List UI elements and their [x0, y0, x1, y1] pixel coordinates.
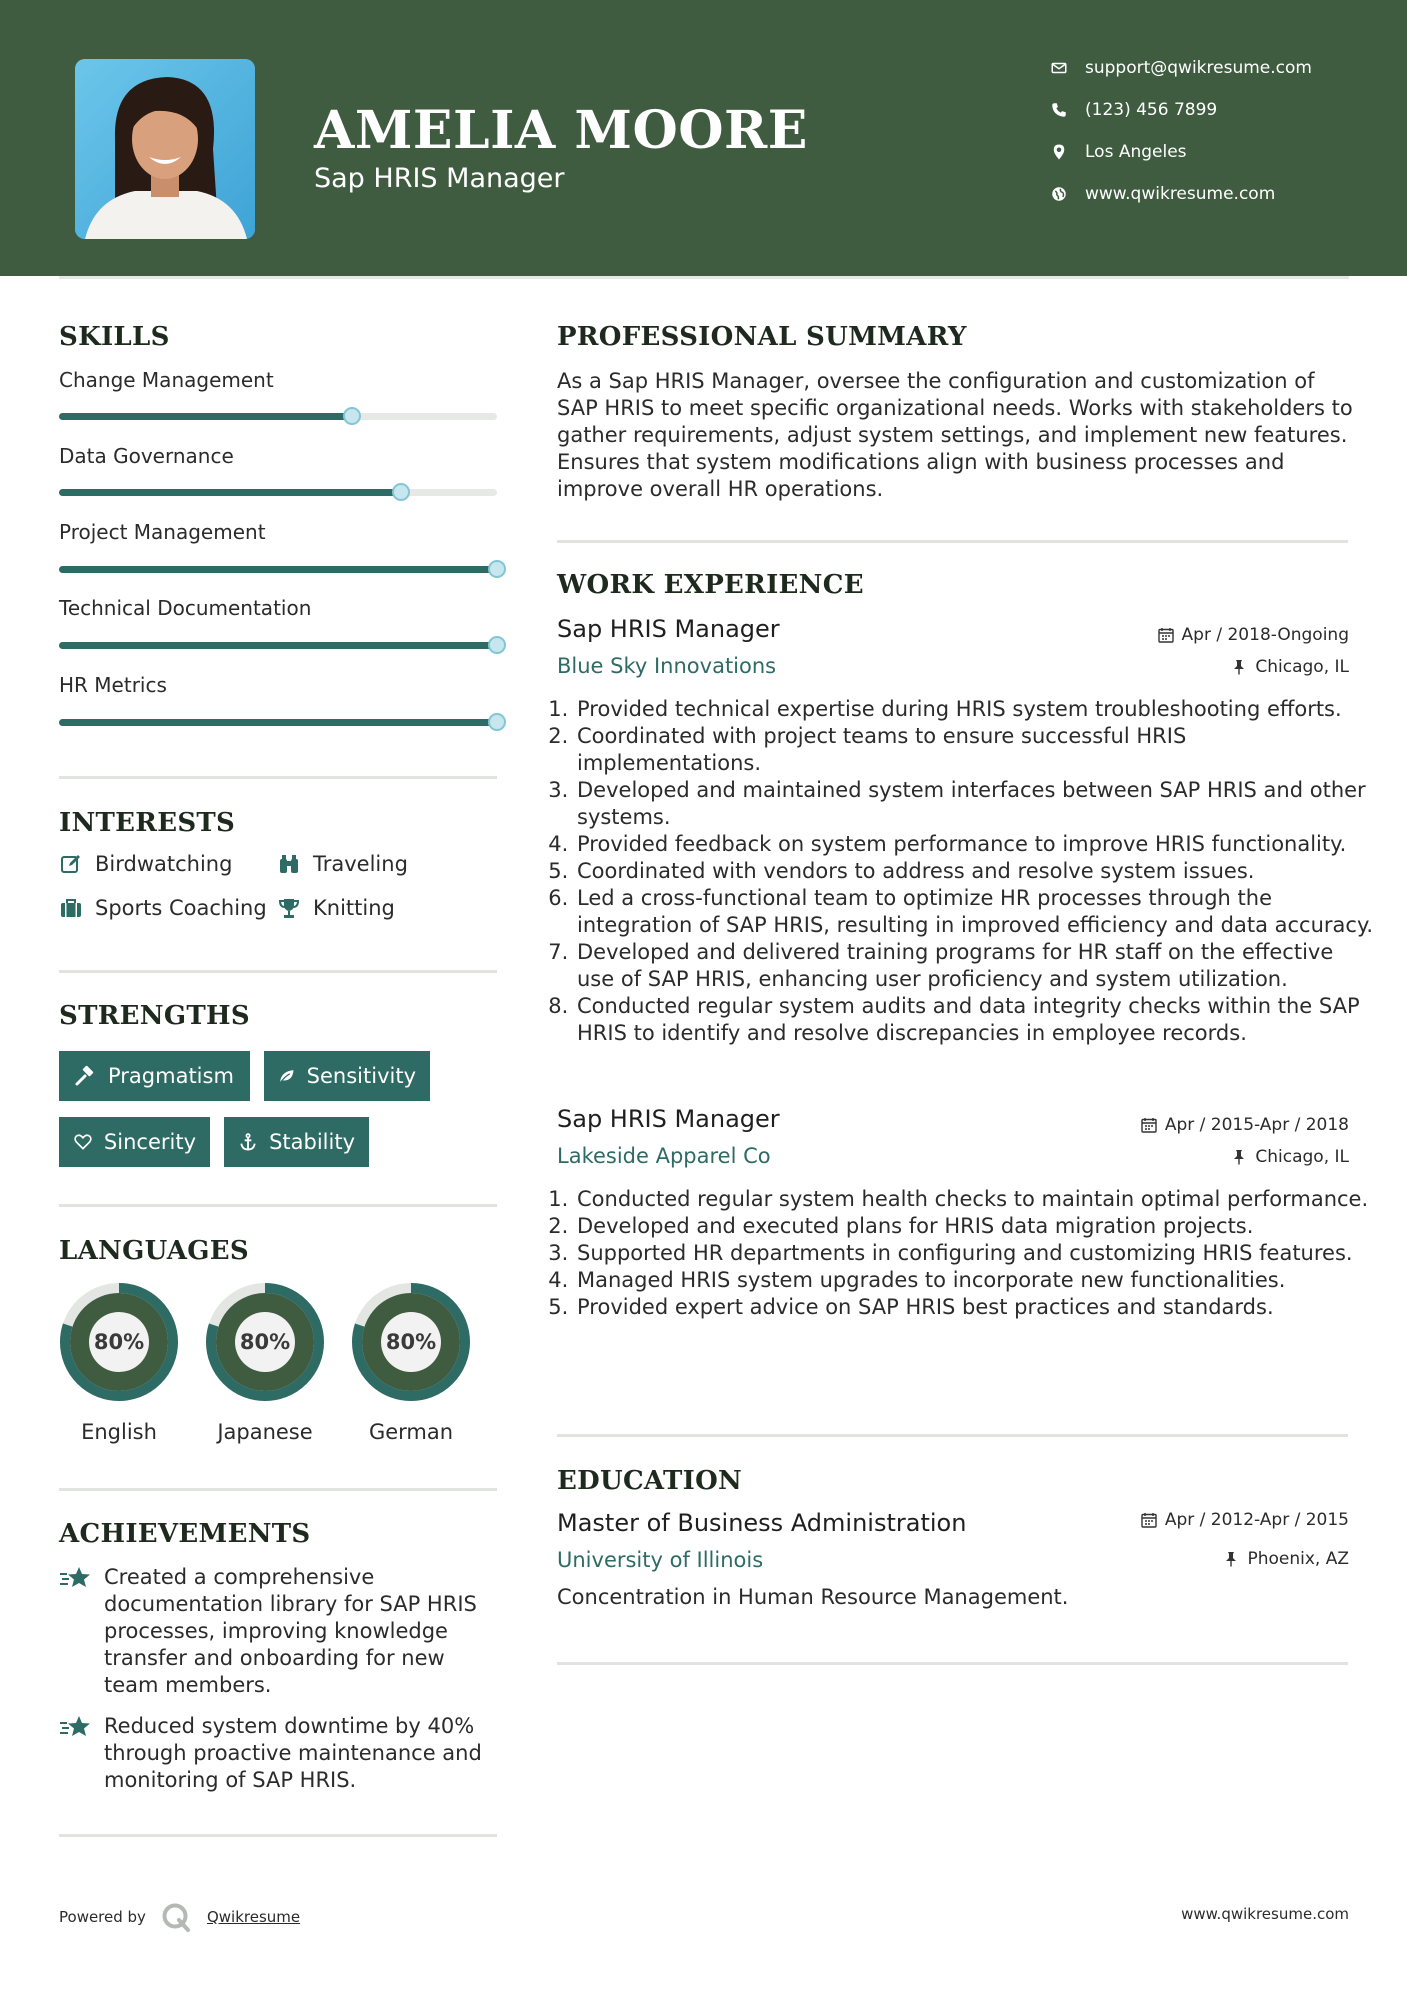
language-progress-ring [203, 1280, 327, 1404]
job-title: Sap HRIS Manager [557, 1105, 780, 1133]
interest-label: Sports Coaching [95, 896, 267, 920]
skill-bar-handle [488, 713, 506, 731]
section-divider [59, 1834, 497, 1837]
summary-heading: PROFESSIONAL SUMMARY [557, 322, 967, 352]
qwikresume-logo-icon [161, 1902, 191, 1932]
list-item: 4. Managed HRIS system upgrades to incorporate new functionalities. [575, 1267, 1375, 1294]
strength-tag [264, 1051, 430, 1101]
experience-heading: WORK EXPERIENCE [557, 570, 864, 600]
job-dates-text: Apr / 2015-Apr / 2018 [1164, 1115, 1349, 1135]
language-percent: 80% [93, 1330, 145, 1354]
achievement-item [59, 1564, 499, 1699]
job-responsibilities [557, 1186, 1375, 1321]
list-item: 4. Provided feedback on system performance to improve HRIS functionality. [575, 831, 1375, 858]
job-dates [1141, 1115, 1349, 1135]
list-item: 6. Led a cross-functional team to optimize HR processes through the integration of SAP HRIS, resulting in improved efficiency and data accuracy. [575, 885, 1375, 939]
strength-label: Sensitivity [306, 1064, 416, 1088]
list-item: 5. Provided expert advice on SAP HRIS best practices and standards. [575, 1294, 1375, 1321]
language-percent: 80% [239, 1330, 291, 1354]
shooting-star-icon [59, 1564, 93, 1592]
section-divider [557, 540, 1348, 543]
section-divider [59, 776, 497, 779]
section-divider [59, 1204, 497, 1207]
skill-bar-fill [59, 413, 352, 420]
list-item: 2. Coordinated with project teams to ensure successful HRIS implementations. [575, 723, 1375, 777]
job-responsibilities [557, 696, 1375, 1047]
skill-label: Data Governance [59, 444, 234, 468]
contact-phone-text: (123) 456 7899 [1085, 100, 1218, 120]
education-dates-text: Apr / 2012-Apr / 2015 [1164, 1510, 1349, 1530]
pushpin-icon [1231, 659, 1247, 675]
trophy-icon [277, 896, 301, 920]
skill-bar [59, 413, 497, 420]
calendar-icon [1141, 1117, 1157, 1133]
pushpin-icon [1223, 1551, 1239, 1567]
header-divider [59, 276, 1349, 279]
education-dates [1141, 1510, 1349, 1530]
skill-bar-handle [343, 407, 361, 425]
contact-email-text: support@qwikresume.com [1085, 58, 1312, 78]
leaf-icon [278, 1064, 296, 1088]
skill-label: Technical Documentation [59, 596, 312, 620]
language-progress-ring [57, 1280, 181, 1404]
education-location-text: Phoenix, AZ [1247, 1549, 1349, 1569]
language-progress-ring [349, 1280, 473, 1404]
contact-website-text: www.qwikresume.com [1085, 184, 1276, 204]
section-divider [557, 1662, 1348, 1665]
language-item [57, 1280, 181, 1444]
achievement-text: Reduced system downtime by 40% through proactive maintenance and monitoring of SAP HRIS. [104, 1714, 482, 1792]
job-dates [1158, 625, 1349, 645]
list-item: 2. Developed and executed plans for HRIS data migration projects. [575, 1213, 1375, 1240]
contact-location-text: Los Angeles [1085, 142, 1187, 162]
list-item: 7. Developed and delivered training programs for HR staff on the effective use of SAP HRIS, enhancing user proficiency and system utilization. [575, 939, 1375, 993]
strength-label: Sincerity [103, 1130, 196, 1154]
contact-email[interactable] [1050, 58, 1312, 78]
job-location [1231, 657, 1349, 677]
language-name: German [368, 1420, 454, 1444]
qwikresume-link[interactable]: Qwikresume [206, 1908, 301, 1926]
binoculars-icon [277, 852, 301, 876]
envelope-icon [1050, 59, 1068, 77]
interest-label: Birdwatching [95, 852, 233, 876]
interest-item [59, 896, 267, 920]
list-item: 1. Conducted regular system health checks to maintain optimal performance. [575, 1186, 1375, 1213]
education-detail: Concentration in Human Resource Management. [557, 1585, 1069, 1609]
strength-label: Stability [269, 1130, 355, 1154]
strength-tag [59, 1117, 210, 1167]
calendar-icon [1158, 627, 1174, 643]
skill-bar-fill [59, 642, 497, 649]
job-dates-text: Apr / 2018-Ongoing [1181, 625, 1349, 645]
interest-item [59, 852, 232, 876]
powered-by-label: Powered by [59, 1908, 146, 1926]
calendar-icon [1141, 1512, 1157, 1528]
skill-bar [59, 642, 497, 649]
list-item: 5. Coordinated with vendors to address and resolve system issues. [575, 858, 1375, 885]
anchor-icon [238, 1130, 258, 1154]
list-item: 8. Conducted regular system audits and data integrity checks within the SAP HRIS to identify and resolve discrepancies in employee records. [575, 993, 1375, 1047]
education-location [1223, 1549, 1349, 1569]
skill-bar [59, 719, 497, 726]
phone-icon [1050, 101, 1068, 119]
language-name: English [81, 1420, 157, 1444]
section-divider [59, 1488, 497, 1491]
interest-label: Traveling [313, 852, 408, 876]
job-location [1231, 1147, 1349, 1167]
briefcase-icon [59, 896, 83, 920]
gavel-icon [73, 1064, 97, 1088]
skill-bar-fill [59, 489, 401, 496]
job-title: Sap HRIS Manager [557, 615, 780, 643]
skill-bar [59, 566, 497, 573]
skill-bar-fill [59, 566, 497, 573]
contact-location [1050, 142, 1187, 162]
summary-text: As a Sap HRIS Manager, oversee the configuration and customization of SAP HRIS to meet specific organizational needs. Works with stakeholders to gather requirements, adjust system settings, and implement new features. Ensures that system modifications align with business processes and improve overall HR operations. [557, 369, 1353, 501]
map-pin-icon [1050, 143, 1068, 161]
footer-branding [59, 1902, 300, 1932]
language-item [203, 1280, 327, 1444]
achievement-item [59, 1713, 499, 1794]
pushpin-icon [1231, 1149, 1247, 1165]
heart-icon [73, 1130, 93, 1154]
language-percent: 80% [385, 1330, 437, 1354]
school-name: University of Illinois [557, 1548, 764, 1572]
skill-label: HR Metrics [59, 673, 167, 697]
achievements-heading: ACHIEVEMENTS [59, 1519, 311, 1549]
shooting-star-icon [59, 1713, 93, 1741]
list-item: 3. Developed and maintained system interfaces between SAP HRIS and other systems. [575, 777, 1375, 831]
interests-heading: INTERESTS [59, 808, 236, 838]
strength-label: Pragmatism [108, 1064, 234, 1088]
skill-bar-handle [488, 560, 506, 578]
interest-item [277, 852, 408, 876]
skill-label: Project Management [59, 520, 266, 544]
list-item: 3. Supported HR departments in configuring and customizing HRIS features. [575, 1240, 1375, 1267]
job-location-text: Chicago, IL [1255, 1147, 1349, 1167]
strengths-heading: STRENGTHS [59, 1001, 250, 1031]
contact-phone[interactable] [1050, 100, 1217, 120]
company-name: Blue Sky Innovations [557, 654, 777, 678]
achievement-text: Created a comprehensive documentation library for SAP HRIS processes, improving knowledge transfer and onboarding for new team members. [104, 1565, 477, 1697]
language-item [349, 1280, 473, 1444]
candidate-role: Sap HRIS Manager [314, 163, 565, 194]
candidate-name: AMELIA MOORE [314, 100, 808, 161]
company-name: Lakeside Apparel Co [557, 1144, 771, 1168]
section-divider [557, 1434, 1348, 1437]
education-heading: EDUCATION [557, 1466, 743, 1496]
globe-icon [1050, 185, 1068, 203]
footer-website[interactable]: www.qwikresume.com [1181, 1905, 1349, 1923]
section-divider [59, 970, 497, 973]
interest-label: Knitting [313, 896, 395, 920]
strength-tag [59, 1051, 250, 1101]
profile-photo [75, 59, 255, 239]
strength-tag [224, 1117, 369, 1167]
skill-bar-handle [488, 636, 506, 654]
languages-heading: LANGUAGES [59, 1236, 249, 1266]
edit-icon [59, 852, 83, 876]
job-location-text: Chicago, IL [1255, 657, 1349, 677]
language-name: Japanese [217, 1420, 313, 1444]
list-item: 1. Provided technical expertise during HRIS system troubleshooting efforts. [575, 696, 1375, 723]
skills-heading: SKILLS [59, 322, 170, 352]
skill-bar-handle [392, 483, 410, 501]
skill-bar [59, 489, 497, 496]
skill-label: Change Management [59, 368, 274, 392]
skill-bar-fill [59, 719, 497, 726]
degree-title: Master of Business Administration [557, 1509, 967, 1537]
contact-website[interactable] [1050, 184, 1275, 204]
interest-item [277, 896, 395, 920]
